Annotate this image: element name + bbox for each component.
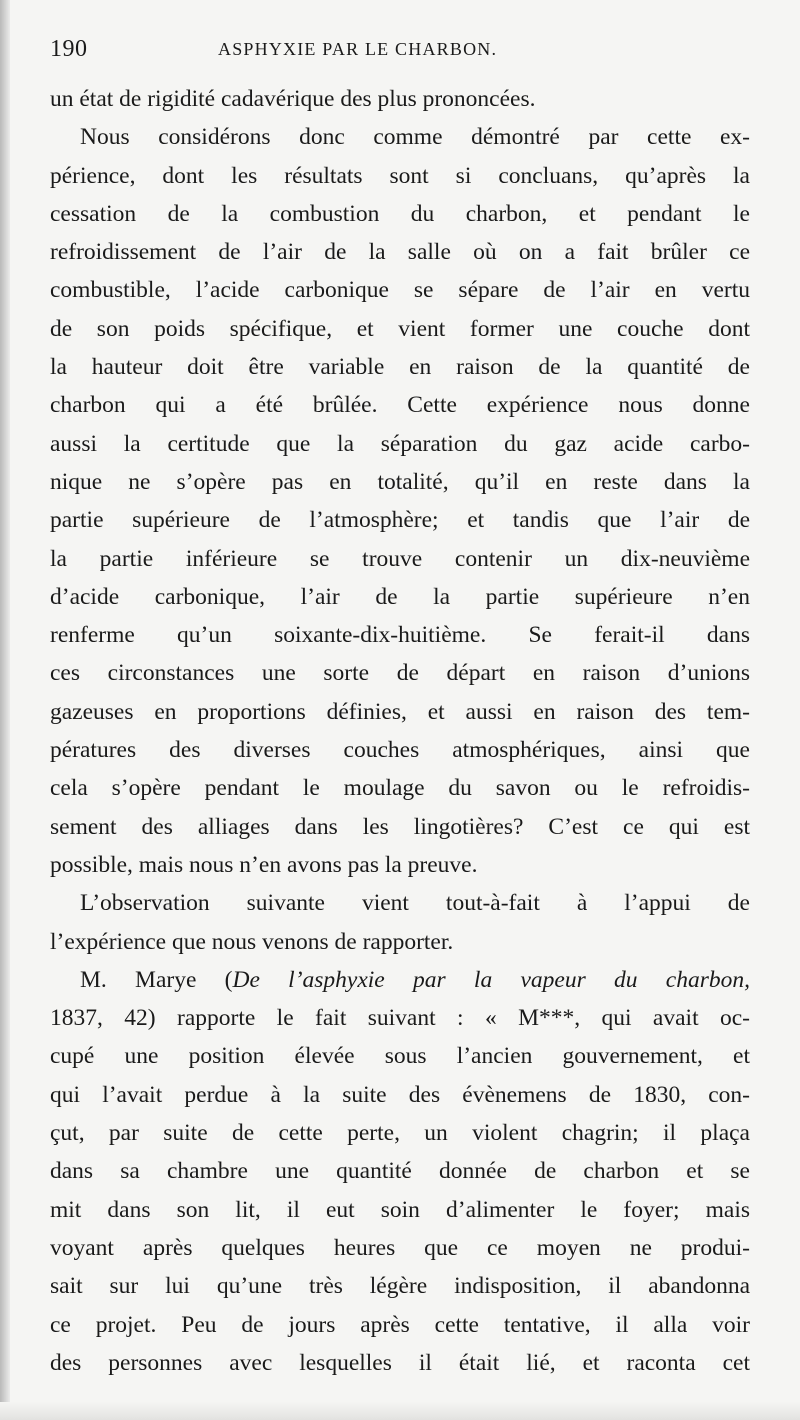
text-line: cupé une position élevée sous l’ancien gouvernement, et	[50, 1043, 750, 1070]
text-line: partie supérieure de l’atmosphère; et tandis que l’air de	[50, 507, 750, 534]
text-line: ces circonstances une sorte de départ en raison d’unions	[50, 660, 750, 687]
page-edge-shadow	[0, 0, 10, 1420]
text-line: la hauteur doit être variable en raison de la quantité de	[50, 354, 750, 381]
text-line: gazeuses en proportions définies, et aussi en raison des tem-	[50, 698, 750, 725]
text-line: combustible, l’acide carbonique se sépare de l’air en vertu	[50, 277, 750, 304]
text-line: dans sa chambre une quantité donnée de charbon et se	[50, 1158, 750, 1185]
text-line: la partie inférieure se trouve contenir un dix-neuvième	[50, 545, 750, 572]
text-line: ce projet. Peu de jours après cette tentative, il alla voir	[50, 1311, 750, 1338]
running-title: ASPHYXIE PAR LE CHARBON.	[218, 39, 498, 59]
page-bottom-shadow	[0, 1402, 800, 1420]
text-line: des personnes avec lesquelles il était lié, et raconta cet	[50, 1349, 750, 1376]
cited-work-title: De l’asphyxie par la vapeur du charbon,	[232, 966, 750, 993]
text-line: aussi la certitude que la séparation du gaz acide carbo-	[50, 430, 750, 457]
text-line: cessation de la combustion du charbon, et pendant le	[50, 200, 750, 227]
text-line: 1837, 42) rapporte le fait suivant : « M***, qui avait oc-	[50, 1005, 750, 1032]
text-line: possible, mais nous n’en avons pas la preuve.	[50, 851, 478, 878]
text-line: périence, dont les résultats sont si concluans, qu’après la	[50, 162, 750, 189]
text-line: mit dans son lit, il eut soin d’alimenter le foyer; mais	[50, 1196, 750, 1223]
text-line: cela s’opère pendant le moulage du savon ou le refroidis-	[50, 775, 750, 802]
text-line: refroidissement de l’air de la salle où on a fait brûler ce	[50, 239, 750, 266]
text-line: L’observation suivante vient tout-à-fait à l’appui de	[80, 890, 750, 917]
text-line: un état de rigidité cadavérique des plus prononcées.	[50, 86, 536, 112]
text-line: çut, par suite de cette perte, un violent chagrin; il plaça	[50, 1120, 750, 1147]
text-line: renferme qu’un soixante-dix-huitième. Se ferait-il dans	[50, 622, 750, 649]
text-line: sait sur lui qu’une très légère indisposition, il abandonna	[50, 1273, 750, 1300]
text-line: charbon qui a été brûlée. Cette expérience nous donne	[50, 392, 750, 419]
text-line: d’acide carbonique, l’air de la partie supérieure n’en	[50, 583, 750, 610]
text-line: l’expérience que nous venons de rapporter.	[50, 928, 454, 955]
text-line: Nous considérons donc comme démontré par cette ex-	[80, 124, 750, 151]
citation-prefix: M. Marye (	[80, 966, 233, 993]
running-head	[50, 36, 750, 66]
text-line: voyant après quelques heures que ce moyen ne produi-	[50, 1234, 750, 1261]
body-text	[50, 80, 750, 1382]
text-line: qui l’avait perdue à la suite des évènemens de 1830, con-	[50, 1081, 750, 1108]
text-line: pératures des diverses couches atmosphériques, ainsi que	[50, 737, 750, 764]
text-line: sement des alliages dans les lingotières? C’est ce qui est	[50, 813, 750, 840]
text-line: nique ne s’opère pas en totalité, qu’il en reste dans la	[50, 468, 750, 495]
citation-line	[50, 961, 750, 999]
text-line: de son poids spécifique, et vient former une couche dont	[50, 315, 750, 342]
page-number: 190	[50, 36, 88, 62]
